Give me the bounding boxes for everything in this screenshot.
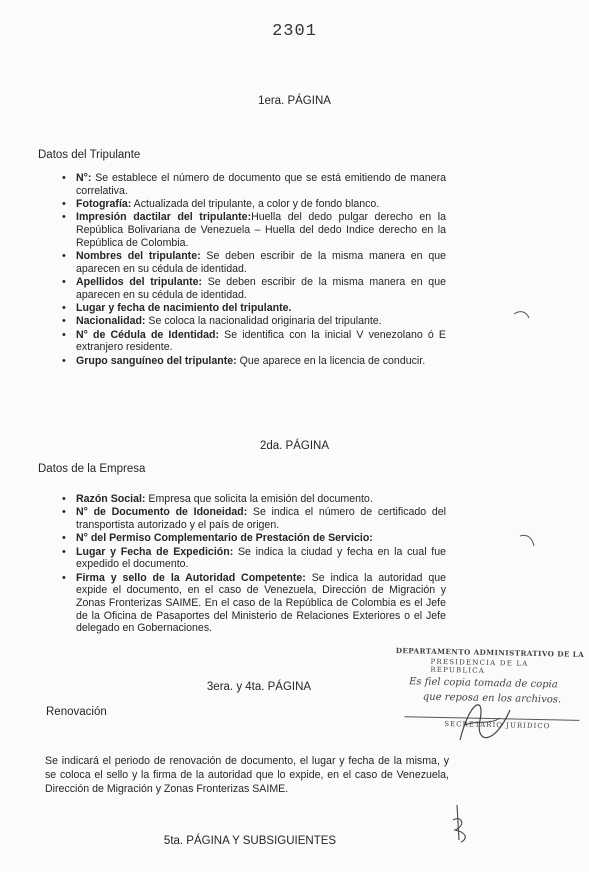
signature-scribble-icon bbox=[440, 690, 520, 750]
list-item bbox=[60, 172, 446, 197]
item-term: Nombres del tripulante: bbox=[76, 249, 201, 262]
item-term: Lugar y fecha de nacimiento del tripulante. bbox=[76, 301, 292, 314]
item-term: N° del Permiso Complementario de Prestación de Servicio: bbox=[76, 532, 373, 545]
item-text: Se identifica con la inicial V venezolano ó E extranjero residente. bbox=[76, 328, 446, 354]
list-item bbox=[60, 493, 446, 506]
list-item bbox=[60, 506, 446, 531]
item-term: Razón Social: bbox=[76, 493, 146, 505]
item-term: Nacionalidad: bbox=[76, 315, 146, 328]
list-item bbox=[60, 198, 446, 211]
item-text: Actualizada del tripulante, a color y de fondo blanco. bbox=[131, 197, 380, 210]
item-term: Apellidos del tripulante: bbox=[76, 275, 203, 288]
section1-heading: Datos del Tripulante bbox=[38, 149, 141, 161]
item-text: Se indica la ciudad y fecha en la cual fue expedido el documento. bbox=[76, 545, 446, 571]
item-text: Se indica la autoridad que expide el documento, en el caso de Venezuela, Dirección de Migración y Zonas Fronterizas SAIME. En el caso de la República de Colombia es el Jefe de la Oficina de Pasaportes del Ministerio de Relaciones Exteriores o el Jefe delegado en Gobernaciones. bbox=[76, 571, 447, 635]
item-text: Se indica el número de certificado del transportista autorizado y el país de origen. bbox=[76, 506, 446, 531]
item-term: N°: bbox=[76, 172, 92, 184]
item-term: N° de Documento de Idoneidad: bbox=[76, 506, 248, 519]
page-number: 2301 bbox=[272, 22, 317, 41]
section3-page-label: 3era. y 4ta. PÁGINA bbox=[206, 681, 312, 693]
stamp-line-2: PRESIDENCIA DE LA REPUBLICA bbox=[430, 657, 529, 675]
stamp-line-1: DEPARTAMENTO ADMINISTRATIVO DE LA bbox=[395, 646, 585, 659]
list-item bbox=[60, 532, 446, 545]
section4-page-label: 5ta. PÁGINA Y SUBSIGUIENTES bbox=[163, 835, 337, 847]
list-item bbox=[60, 276, 446, 301]
item-text: Que aparece en la licencia de conducir. bbox=[236, 354, 426, 367]
item-text: Se coloca la nacionalidad originaria del tripulante. bbox=[145, 315, 382, 328]
list-item bbox=[60, 329, 446, 354]
item-text: Empresa que solicita la emisión del documento. bbox=[145, 493, 373, 505]
list-item bbox=[60, 315, 446, 328]
section3-heading: Renovación bbox=[46, 706, 107, 718]
section2-heading: Datos de la Empresa bbox=[38, 463, 146, 475]
initials-scribble-icon bbox=[445, 800, 475, 845]
list-item bbox=[60, 546, 446, 571]
list-item bbox=[60, 572, 446, 635]
section1-page-label: 1era. PÁGINA bbox=[258, 95, 331, 107]
list-item bbox=[60, 250, 446, 275]
tripulante-fields-list bbox=[60, 172, 446, 368]
item-term: Lugar y Fecha de Expedición: bbox=[76, 545, 234, 558]
section2-page-label: 2da. PÁGINA bbox=[259, 440, 330, 452]
item-term: N° de Cédula de Identidad: bbox=[76, 328, 220, 341]
item-term: Impresión dactilar del tripulante: bbox=[76, 211, 252, 224]
item-text: Se deben escribir de la misma manera en que aparecen en su cédula de identidad. bbox=[76, 249, 446, 275]
item-term: Fotografía: bbox=[76, 197, 132, 210]
stamp-line-4: que reposa en los archivos. bbox=[422, 691, 562, 706]
list-item bbox=[60, 302, 446, 315]
item-term: Firma y sello de la Autoridad Competente: bbox=[76, 571, 306, 584]
list-item bbox=[60, 211, 446, 249]
item-text: Se establece el número de documento que se está emitiendo de manera correlativa. bbox=[76, 172, 446, 197]
margin-mark-icon bbox=[512, 308, 532, 322]
stamp-line-3: Es fiel copia tomada de copia bbox=[409, 676, 558, 691]
item-text: Huella del dedo pulgar derecho en la República Bolivariana de Venezuela – Huella del dedo Indice derecho en la República de Colombia. bbox=[76, 211, 446, 249]
list-item bbox=[60, 355, 446, 368]
stamp-line-5: SECRETARIO JURIDICO bbox=[444, 720, 551, 731]
item-text: Se deben escribir de la misma manera en que aparecen en su cédula de identidad. bbox=[76, 275, 446, 301]
margin-mark-icon bbox=[518, 532, 538, 550]
item-term: Grupo sanguíneo del tripulante: bbox=[76, 354, 237, 367]
renovacion-paragraph: Se indicará el periodo de renovación de documento, el lugar y fecha de la misma, y se coloca el sello y la firma de la autoridad que lo expide, en el caso de Venezuela, Dirección de Migración y Zonas Fronterizas SAIME. bbox=[45, 755, 449, 795]
empresa-fields-list bbox=[60, 493, 446, 636]
